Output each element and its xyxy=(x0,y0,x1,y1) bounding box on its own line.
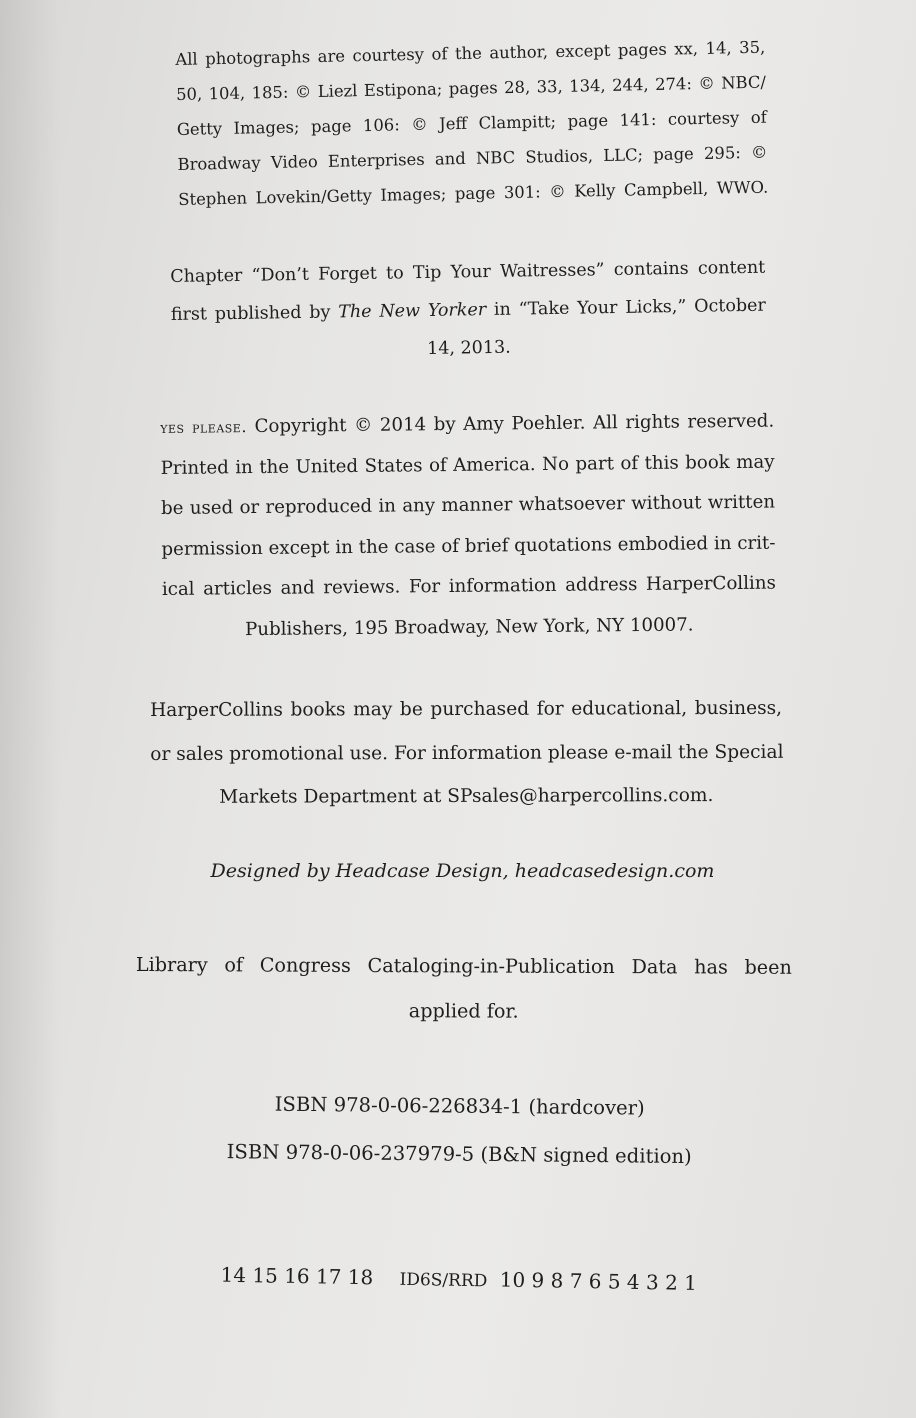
copyright-line: Publishers, 195 Broadway, New York, NY 10007. xyxy=(244,613,694,640)
sales-line: Markets Department at SPsales@harpercollins.com. xyxy=(219,785,714,808)
design-credit: Designed by Headcase Design, headcasedesign.com xyxy=(210,860,715,882)
isbn-list xyxy=(209,1080,710,1181)
copyright-text: Copyright © 2014 by Amy Poehler. All rights reserved. xyxy=(246,410,775,438)
print-years: 14 15 16 17 18 xyxy=(220,1262,374,1290)
copyright-line: permission except in the case of brief quotations embodied in crit- xyxy=(161,532,776,560)
chapter-notice xyxy=(170,249,767,372)
copyright-line xyxy=(160,402,774,449)
isbn-signed-edition: ISBN 978-0-06-237979-5 (B&N signed edition) xyxy=(226,1140,692,1169)
copyright-line: be used or reproduced in any manner whatsoever without written xyxy=(160,491,776,519)
library-line: applied for. xyxy=(408,999,519,1023)
isbn-hardcover: ISBN 978-0-06-226834-1 (hardcover) xyxy=(274,1092,645,1120)
impression-numbers: 10 9 8 7 6 5 4 3 2 1 xyxy=(499,1267,698,1295)
chapter-notice-line: 14, 2013. xyxy=(427,337,511,359)
publication-name: The New Yorker xyxy=(338,300,487,323)
photo-credits-line: Getty Images; page 106: © Jeff Clampitt; page 141: courtesy of xyxy=(176,107,767,139)
sales-line: HarperCollins books may be purchased for educational, business, xyxy=(150,697,783,721)
book-title-smallcaps: yes please. xyxy=(160,417,248,437)
chapter-notice-text: first published by xyxy=(170,302,339,325)
copyright-line: Printed in the United States of America. No part of this book may xyxy=(160,451,775,479)
copyright-notice xyxy=(160,402,777,651)
library-line: Library of Congress Cataloging-in-Publication Data has been xyxy=(135,952,792,979)
photo-credits-line: 50, 104, 185: © Liezl Estipona; pages 28, 33, 134, 244, 274: © NBC/ xyxy=(175,72,767,104)
printer-code: ID6S/RRD xyxy=(399,1269,488,1292)
photo-credits-line: Stephen Lovekin/Getty Images; page 301: © Kelly Campbell, WWO. xyxy=(178,177,769,209)
photo-credits-line: Broadway Video Enterprises and NBC Studios, LLC; page 295: © xyxy=(177,142,768,174)
photo-credits-line: All photographs are courtesy of the author, except pages xx, 14, 35, xyxy=(175,37,766,69)
chapter-notice-text: in “Take Your Licks,” October xyxy=(485,295,766,321)
chapter-notice-line: Chapter “Don’t Forget to Tip Your Waitresses” contains content xyxy=(170,257,766,287)
photo-credits xyxy=(175,30,769,217)
page-edge-shadow xyxy=(0,0,60,1418)
sales-line: or sales promotional use. For information please e-mail the Special xyxy=(150,741,784,765)
printer-line xyxy=(182,1262,742,1296)
library-of-congress-notice xyxy=(136,942,792,1035)
copyright-line: ical articles and reviews. For information address HarperCollins xyxy=(161,572,776,600)
sales-notice xyxy=(150,687,782,820)
